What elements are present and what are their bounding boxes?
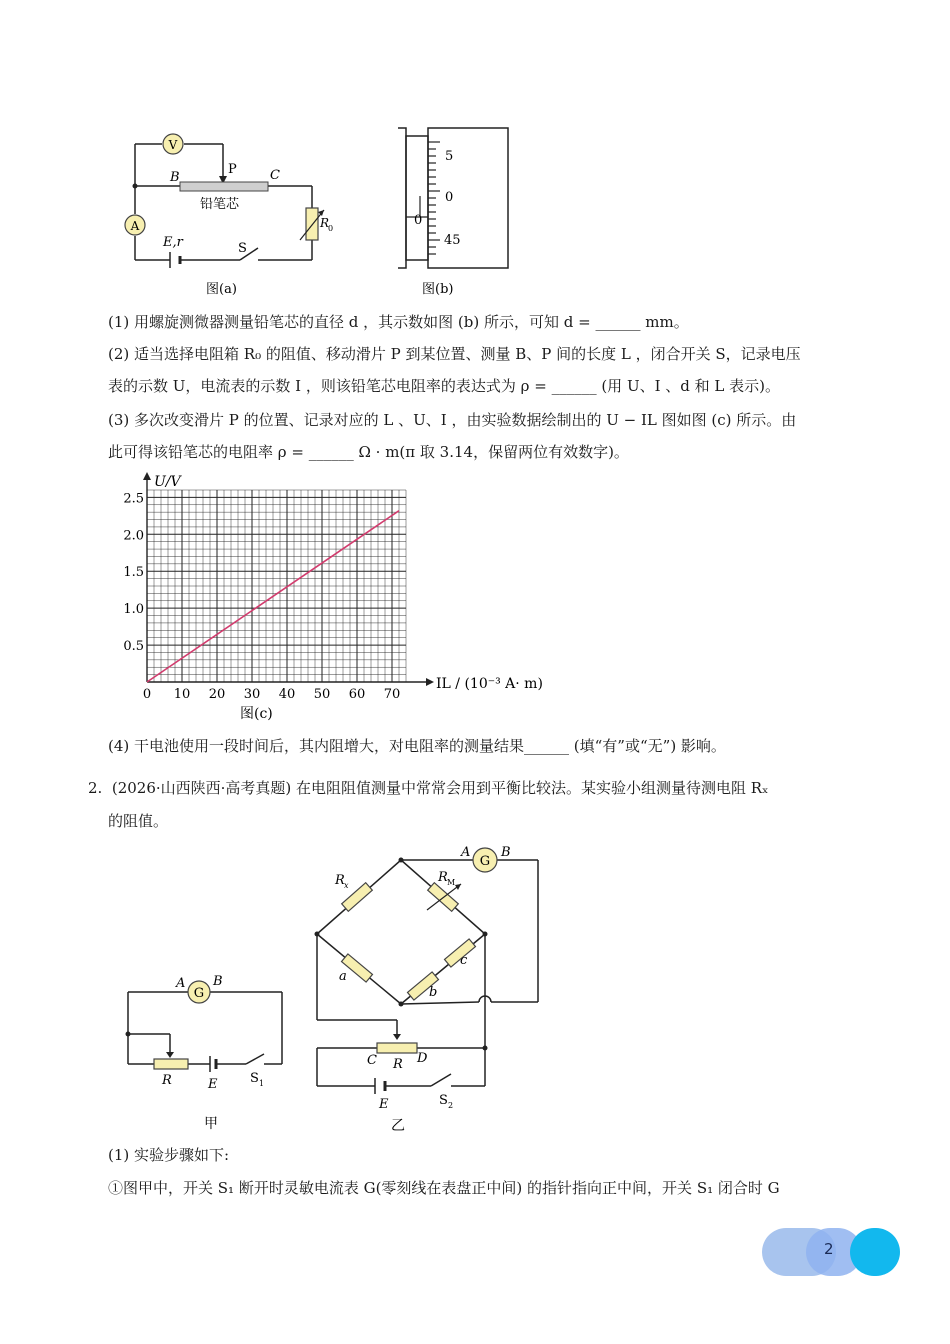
svg-text:图(a): 图(a) bbox=[206, 282, 237, 297]
svg-text:B: B bbox=[170, 170, 180, 185]
question-2-line1: (2) 适当选择电阻箱 R₀ 的阻值、移动滑片 P 到某位置、测量 B、P 间的长度 L ，闭合开关 S，记录电压 bbox=[108, 345, 801, 363]
y-tick-label: 1.0 bbox=[123, 602, 144, 618]
question-2-line2: 表的示数 U，电流表的示数 I ，则该铅笔芯电阻率的表达式为 ρ = ______ (用 U、I 、d 和 L 表示)。 bbox=[108, 377, 781, 395]
svg-text:0: 0 bbox=[328, 224, 334, 233]
svg-text:S: S bbox=[238, 241, 247, 256]
svg-text:R: R bbox=[162, 1073, 172, 1088]
x-tick-label: 40 bbox=[278, 687, 296, 702]
svg-text:5: 5 bbox=[445, 149, 454, 164]
svg-text:b: b bbox=[429, 985, 438, 1000]
svg-text:B: B bbox=[213, 974, 223, 989]
svg-text:A: A bbox=[176, 976, 186, 991]
y-tick-label: 2.5 bbox=[123, 491, 144, 507]
svg-text:x: x bbox=[344, 881, 349, 890]
svg-text:A: A bbox=[461, 845, 471, 860]
svg-text:R: R bbox=[320, 216, 330, 230]
x-tick-label: 30 bbox=[243, 687, 261, 702]
x-tick-label: 10 bbox=[173, 687, 191, 702]
figure-c-chart bbox=[108, 470, 548, 726]
question-1: (1) 用螺旋测微器测量铅笔芯的直径 d ，其示数如图 (b) 所示，可知 d = ______ mm。 bbox=[108, 313, 689, 331]
svg-text:0: 0 bbox=[445, 190, 454, 205]
svg-text:B: B bbox=[501, 845, 511, 860]
svg-text:C: C bbox=[367, 1053, 377, 1068]
svg-text:2: 2 bbox=[448, 1101, 454, 1110]
x-tick-label: 50 bbox=[313, 687, 331, 702]
x-tick-label: 20 bbox=[208, 687, 226, 702]
y-tick-label: 1.5 bbox=[123, 565, 144, 581]
svg-text:铅笔芯: 铅笔芯 bbox=[200, 197, 240, 212]
svg-text:乙: 乙 bbox=[391, 1118, 405, 1134]
svg-text:a: a bbox=[339, 969, 347, 984]
svg-text:E: E bbox=[379, 1097, 389, 1112]
svg-text:1: 1 bbox=[259, 1079, 265, 1088]
problem-2-line1: 2. (2026·山西陕西·高考真题) 在电阻阻值测量中常常会用到平衡比较法。某实验小组测量待测电阻 Rₓ bbox=[88, 779, 769, 797]
y-axis-arrow bbox=[143, 472, 151, 480]
y-tick-label: 0.5 bbox=[123, 639, 144, 655]
svg-text:G: G bbox=[193, 986, 205, 1001]
svg-text:R: R bbox=[335, 873, 345, 888]
step-1: ①图甲中，开关 S₁ 断开时灵敏电流表 G(零刻线在表盘正中间) 的指针指向正中间，开关 S₁ 闭合时 G bbox=[108, 1179, 780, 1197]
question-3-line1: (3) 多次改变滑片 P 的位置、记录对应的 L 、U、I ，由实验数据绘制出的 U − IL 图如图 (c) 所示。由 bbox=[108, 411, 797, 429]
svg-text:E,r: E,r bbox=[163, 235, 183, 250]
svg-text:M: M bbox=[447, 878, 456, 887]
y-axis-label: U/V bbox=[154, 474, 181, 490]
svg-text:D: D bbox=[417, 1051, 428, 1066]
svg-text:S: S bbox=[439, 1093, 448, 1108]
figure-b-micrometer bbox=[392, 126, 512, 302]
pencil-core bbox=[180, 182, 268, 191]
figure-jia-circuit bbox=[118, 970, 298, 1135]
x-tick-label: 60 bbox=[348, 687, 366, 702]
svg-text:R: R bbox=[438, 870, 448, 885]
thimble-ticks bbox=[428, 142, 440, 254]
svg-text:V: V bbox=[168, 138, 178, 152]
svg-text:0: 0 bbox=[414, 213, 423, 228]
svg-text:C: C bbox=[270, 168, 280, 183]
svg-text:P: P bbox=[228, 162, 237, 177]
x-tick-label: 0 bbox=[142, 687, 152, 702]
x-axis-label: IL / (10⁻³ A· m) bbox=[436, 676, 543, 692]
svg-text:G: G bbox=[479, 854, 491, 869]
svg-text:S: S bbox=[250, 1071, 259, 1086]
steps-title: (1) 实验步骤如下: bbox=[108, 1146, 230, 1164]
svg-text:图(b): 图(b) bbox=[422, 282, 454, 297]
svg-text:甲: 甲 bbox=[204, 1116, 218, 1132]
problem-2-line2: 的阻值。 bbox=[108, 812, 169, 830]
svg-text:c: c bbox=[460, 953, 468, 968]
y-tick-label: 2.0 bbox=[123, 528, 144, 544]
page-number: 2 bbox=[824, 1240, 834, 1258]
x-axis-arrow bbox=[426, 678, 434, 686]
x-tick-label: 70 bbox=[383, 687, 401, 702]
question-3-line2: 此可得该铅笔芯的电阻率 ρ = ______ Ω · m(π 取 3.14，保留两位有效数字)。 bbox=[108, 443, 629, 461]
figure-a-circuit bbox=[108, 126, 348, 306]
figure-yi-circuit bbox=[305, 840, 555, 1135]
svg-text:A: A bbox=[130, 219, 140, 233]
chart-caption: 图(c) bbox=[240, 706, 273, 722]
page-number-badge bbox=[762, 1228, 902, 1276]
svg-text:45: 45 bbox=[444, 233, 461, 248]
svg-text:R: R bbox=[393, 1057, 403, 1072]
svg-text:E: E bbox=[208, 1077, 218, 1092]
question-4: (4) 干电池使用一段时间后，其内阻增大，对电阻率的测量结果______ (填“有”或“无”) 影响。 bbox=[108, 737, 726, 755]
